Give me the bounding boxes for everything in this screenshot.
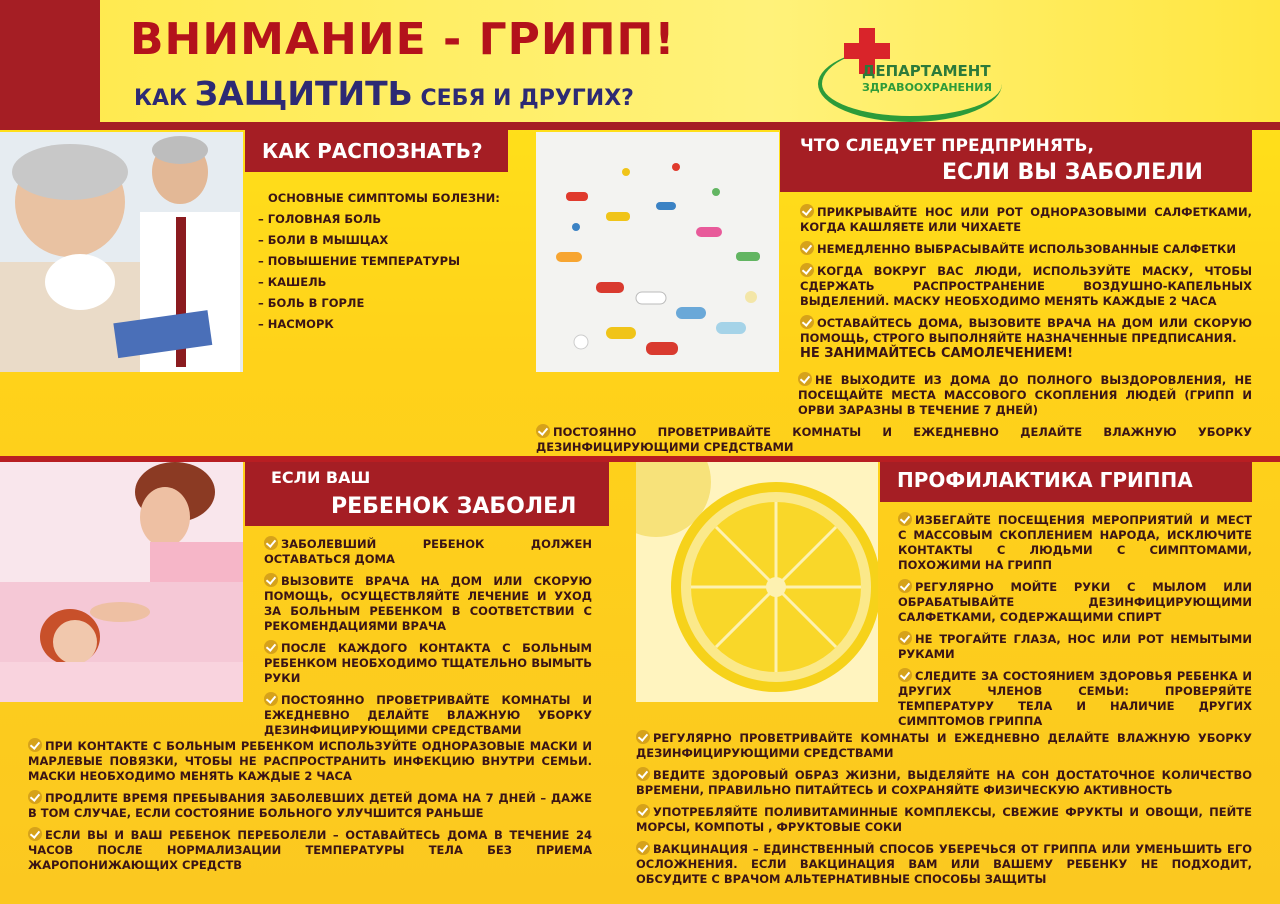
check-icon (264, 536, 278, 550)
check-icon (898, 512, 912, 526)
check-icon (28, 790, 42, 804)
item-text: НЕ ВЫХОДИТЕ ИЗ ДОМА ДО ПОЛНОГО ВЫЗДОРОВЛЕНИЯ, НЕ ПОСЕЩАЙТЕ МЕСТА МАССОВОГО СКОПЛЕНИЯ ЛЮДЕЙ (ГРИПП И ОРВИ ЗАРАЗНЫ В ТЕЧЕНИЕ 7 ДНЕЙ) (798, 373, 1252, 417)
ifsick-list-bottom (536, 372, 1252, 461)
check-icon (536, 424, 550, 438)
recognize-section-header (245, 130, 508, 172)
header-divider (0, 122, 1280, 130)
symptoms-intro: ОСНОВНЫЕ СИМПТОМЫ БОЛЕЗНИ: (268, 191, 500, 205)
item-text: ПОСТОЯННО ПРОВЕТРИВАЙТЕ КОМНАТЫ И ЕЖЕДНЕВНО ДЕЛАЙТЕ ВЛАЖНУЮ УБОРКУ ДЕЗИНФИЦИРУЮЩИМИ СРЕДСТВАМИ (264, 693, 592, 737)
prevention-title: ПРОФИЛАКТИКА ГРИППА (897, 468, 1193, 492)
prevention-list-top (898, 512, 1252, 735)
check-icon (800, 315, 814, 329)
symptom-item: – ПОВЫШЕНИЕ ТЕМПЕРАТУРЫ (258, 254, 461, 268)
check-icon (636, 767, 650, 781)
symptom-item: – ГОЛОВНАЯ БОЛЬ (258, 212, 382, 226)
list-item (28, 738, 592, 784)
symptom-item: – БОЛЬ В ГОРЛЕ (258, 296, 365, 310)
self-treatment-warning: НЕ ЗАНИМАЙТЕСЬ САМОЛЕЧЕНИЕМ! (800, 346, 1074, 361)
check-icon (798, 372, 812, 386)
list-item (636, 767, 1252, 798)
item-text: ПРИ КОНТАКТЕ С БОЛЬНЫМ РЕБЕНКОМ ИСПОЛЬЗУЙТЕ ОДНОРАЗОВЫЕ МАСКИ И МАРЛЕВЫЕ ПОВЯЗКИ, ЧТОБЫ НЕ РАСПРОСТРАНИТЬ ИНФЕКЦИЮ ВНУТРИ СЕМЬИ. МАСКИ НЕОБХОДИМО МЕНЯТЬ КАЖДЫЕ 2 ЧАСА (28, 739, 592, 783)
item-text: КОГДА ВОКРУГ ВАС ЛЮДИ, ИСПОЛЬЗУЙТЕ МАСКУ, ЧТОБЫ СДЕРЖАТЬ РАСПРОСТРАНЕНИЕ ВОЗДУШНО-КАПЕЛЬНЫХ ВЫДЕЛЕНИЙ. МАСКУ НЕОБХОДИМО МЕНЯТЬ КАЖДЫЕ 2 ЧАСА (800, 264, 1252, 308)
child-title-line1: ЕСЛИ ВАШ (271, 468, 371, 487)
item-text: ВЫЗОВИТЕ ВРАЧА НА ДОМ ИЛИ СКОРУЮ ПОМОЩЬ, ОСУЩЕСТВЛЯЙТЕ ЛЕЧЕНИЕ И УХОД ЗА БОЛЬНЫМ РЕБЕНКОМ В СООТВЕТСТВИИ С РЕКОМЕНДАЦИЯМИ ВРАЧА (264, 574, 592, 633)
check-icon (898, 631, 912, 645)
list-item (898, 668, 1252, 729)
item-text: ПРОДЛИТЕ ВРЕМЯ ПРЕБЫВАНИЯ ЗАБОЛЕВШИХ ДЕТЕЙ ДОМА НА 7 ДНЕЙ – ДАЖЕ В ТОМ СЛУЧАЕ, ЕСЛИ СОСТОЯНИЕ БОЛЬНОГО УЛУЧШИТСЯ РАНЬШЕ (28, 791, 592, 820)
subtitle-pre: КАК (134, 86, 187, 111)
doctor-patient-photo (0, 132, 243, 372)
child-title-line2: РЕБЕНОК ЗАБОЛЕЛ (331, 494, 577, 519)
check-icon (636, 841, 650, 855)
mother-child-photo (0, 462, 243, 702)
check-icon (28, 827, 42, 841)
list-item (800, 263, 1252, 309)
item-text: ИЗБЕГАЙТЕ ПОСЕЩЕНИЯ МЕРОПРИЯТИЙ И МЕСТ С МАССОВЫМ СКОПЛЕНИЕМ НАРОДА, ИСКЛЮЧИТЕ КОНТАКТЫ С ЛЮДЬМИ С СИМПТОМАМИ, ПОХОЖИМИ НА ГРИПП (898, 513, 1252, 572)
check-icon (264, 573, 278, 587)
list-item (636, 841, 1252, 887)
list-item (536, 372, 1252, 418)
subtitle-post: СЕБЯ И ДРУГИХ? (420, 86, 634, 111)
symptoms-list (258, 188, 528, 335)
list-item (800, 241, 1252, 257)
child-section-header (245, 462, 609, 526)
check-icon (28, 738, 42, 752)
check-icon (898, 668, 912, 682)
recognize-title: КАК РАСПОЗНАТЬ? (262, 139, 483, 163)
prevention-list-bottom (636, 730, 1252, 887)
lemon-photo (636, 462, 878, 702)
item-text: НЕ ТРОГАЙТЕ ГЛАЗА, НОС ИЛИ РОТ НЕМЫТЫМИ РУКАМИ (898, 632, 1252, 661)
list-item (800, 315, 1252, 346)
item-text: ЗАБОЛЕВШИЙ РЕБЕНОК ДОЛЖЕН ОСТАВАТЬСЯ ДОМА (264, 537, 592, 566)
list-item (898, 631, 1252, 662)
check-icon (264, 692, 278, 706)
header-red-bar (0, 0, 100, 128)
item-text: ПОСТОЯННО ПРОВЕТРИВАЙТЕ КОМНАТЫ И ЕЖЕДНЕВНО ДЕЛАЙТЕ ВЛАЖНУЮ УБОРКУ ДЕЗИНФИЦИРУЮЩИМИ СРЕДСТВАМИ (536, 425, 1252, 454)
item-text: ОСТАВАЙТЕСЬ ДОМА, ВЫЗОВИТЕ ВРАЧА НА ДОМ ИЛИ СКОРУЮ ПОМОЩЬ, СТРОГО ВЫПОЛНЯЙТЕ НАЗНАЧЕННЫЕ ПРЕДПИСАНИЯ. (800, 316, 1252, 345)
item-text: ВАКЦИНАЦИЯ – ЕДИНСТВЕННЫЙ СПОСОБ УБЕРЕЧЬСЯ ОТ ГРИППА ИЛИ УМЕНЬШИТЬ ЕГО ОСЛОЖНЕНИЯ. ЕСЛИ ВАКЦИНАЦИЯ ВАМ ИЛИ ВАШЕМУ РЕБЕНКУ НЕ ПОДХОДИТ, ОБСУДИТЕ С ВРАЧОМ АЛЬТЕРНАТИВНЫЕ СПОСОБЫ ЗАЩИТЫ (636, 842, 1252, 886)
check-icon (800, 241, 814, 255)
logo-line1: ДЕПАРТАМЕНТ (862, 62, 991, 80)
item-text: РЕГУЛЯРНО МОЙТЕ РУКИ С МЫЛОМ ИЛИ ОБРАБАТЫВАЙТЕ ДЕЗИНФИЦИРУЮЩИМИ САЛФЕТКАМИ, СОДЕРЖАЩИМИ СПИРТ (898, 580, 1252, 624)
item-text: ВЕДИТЕ ЗДОРОВЫЙ ОБРАЗ ЖИЗНИ, ВЫДЕЛЯЙТЕ НА СОН ДОСТАТОЧНОЕ КОЛИЧЕСТВО ВРЕМЕНИ, ПРАВИЛЬНО ПИТАЙТЕСЬ И СОХРАНЯЙТЕ ФИЗИЧЕСКУЮ АКТИВНОСТЬ (636, 768, 1252, 797)
prevention-section-header (880, 462, 1252, 502)
ifsick-title-line2: ЕСЛИ ВЫ ЗАБОЛЕЛИ (942, 160, 1203, 185)
page-subtitle (134, 74, 634, 113)
symptom-item: – КАШЕЛЬ (258, 275, 327, 289)
check-icon (636, 730, 650, 744)
list-item (636, 730, 1252, 761)
page-title: ВНИМАНИЕ - ГРИПП! (130, 14, 676, 65)
symptom-item: – НАСМОРК (258, 317, 334, 331)
check-icon (800, 263, 814, 277)
list-item (636, 804, 1252, 835)
item-text: ПОСЛЕ КАЖДОГО КОНТАКТА С БОЛЬНЫМ РЕБЕНКОМ НЕОБХОДИМО ТЩАТЕЛЬНО ВЫМЫТЬ РУКИ (264, 641, 592, 685)
child-list-bottom (28, 738, 592, 879)
list-item (264, 640, 592, 686)
list-item (536, 424, 1252, 455)
pills-photo (536, 132, 779, 372)
list-item (898, 579, 1252, 625)
item-text: ПРИКРЫВАЙТЕ НОС ИЛИ РОТ ОДНОРАЗОВЫМИ САЛФЕТКАМИ, КОГДА КАШЛЯЕТЕ ИЛИ ЧИХАЕТЕ (800, 205, 1252, 234)
item-text: УПОТРЕБЛЯЙТЕ ПОЛИВИТАМИННЫЕ КОМПЛЕКСЫ, СВЕЖИЕ ФРУКТЫ И ОВОЩИ, ПЕЙТЕ МОРСЫ, КОМПОТЫ , ФРУКТОВЫЕ СОКИ (636, 805, 1252, 834)
item-text: НЕМЕДЛЕННО ВЫБРАСЫВАЙТЕ ИСПОЛЬЗОВАННЫЕ САЛФЕТКИ (817, 242, 1237, 256)
child-list-top (264, 536, 592, 744)
item-text: СЛЕДИТЕ ЗА СОСТОЯНИЕМ ЗДОРОВЬЯ РЕБЕНКА И ДРУГИХ ЧЛЕНОВ СЕМЬИ: ПРОВЕРЯЙТЕ ТЕМПЕРАТУРУ ТЕЛА И НАЛИЧИЕ ДРУГИХ СИМПТОМОВ ГРИППА (898, 669, 1252, 728)
list-item (898, 512, 1252, 573)
symptom-item: – БОЛИ В МЫШЦАХ (258, 233, 389, 247)
check-icon (800, 204, 814, 218)
ifsick-title-line1: ЧТО СЛЕДУЕТ ПРЕДПРИНЯТЬ, (800, 136, 1094, 156)
logo-line2: ЗДРАВООХРАНЕНИЯ (862, 81, 992, 94)
ifsick-section-header (780, 130, 1252, 192)
subtitle-emphasis: ЗАЩИТИТЬ (194, 74, 413, 113)
list-item (800, 204, 1252, 235)
ifsick-list-top (800, 204, 1252, 365)
list-item (28, 827, 592, 873)
check-icon (898, 579, 912, 593)
list-item (264, 536, 592, 567)
health-department-logo (818, 28, 1018, 118)
check-icon (636, 804, 650, 818)
check-icon (264, 640, 278, 654)
item-text: РЕГУЛЯРНО ПРОВЕТРИВАЙТЕ КОМНАТЫ И ЕЖЕДНЕВНО ДЕЛАЙТЕ ВЛАЖНУЮ УБОРКУ ДЕЗИНФИЦИРУЮЩИМИ СРЕДСТВАМИ (636, 731, 1252, 760)
item-text: ЕСЛИ ВЫ И ВАШ РЕБЕНОК ПЕРЕБОЛЕЛИ – ОСТАВАЙТЕСЬ ДОМА В ТЕЧЕНИЕ 24 ЧАСОВ ПОСЛЕ НОРМАЛИЗАЦИИ ТЕМПЕРАТУРЫ ТЕЛА БЕЗ ПРИЕМА ЖАРОПОНИЖАЮЩИХ СРЕДСТВ (28, 828, 592, 872)
list-item (264, 573, 592, 634)
list-item (264, 692, 592, 738)
list-item (28, 790, 592, 821)
